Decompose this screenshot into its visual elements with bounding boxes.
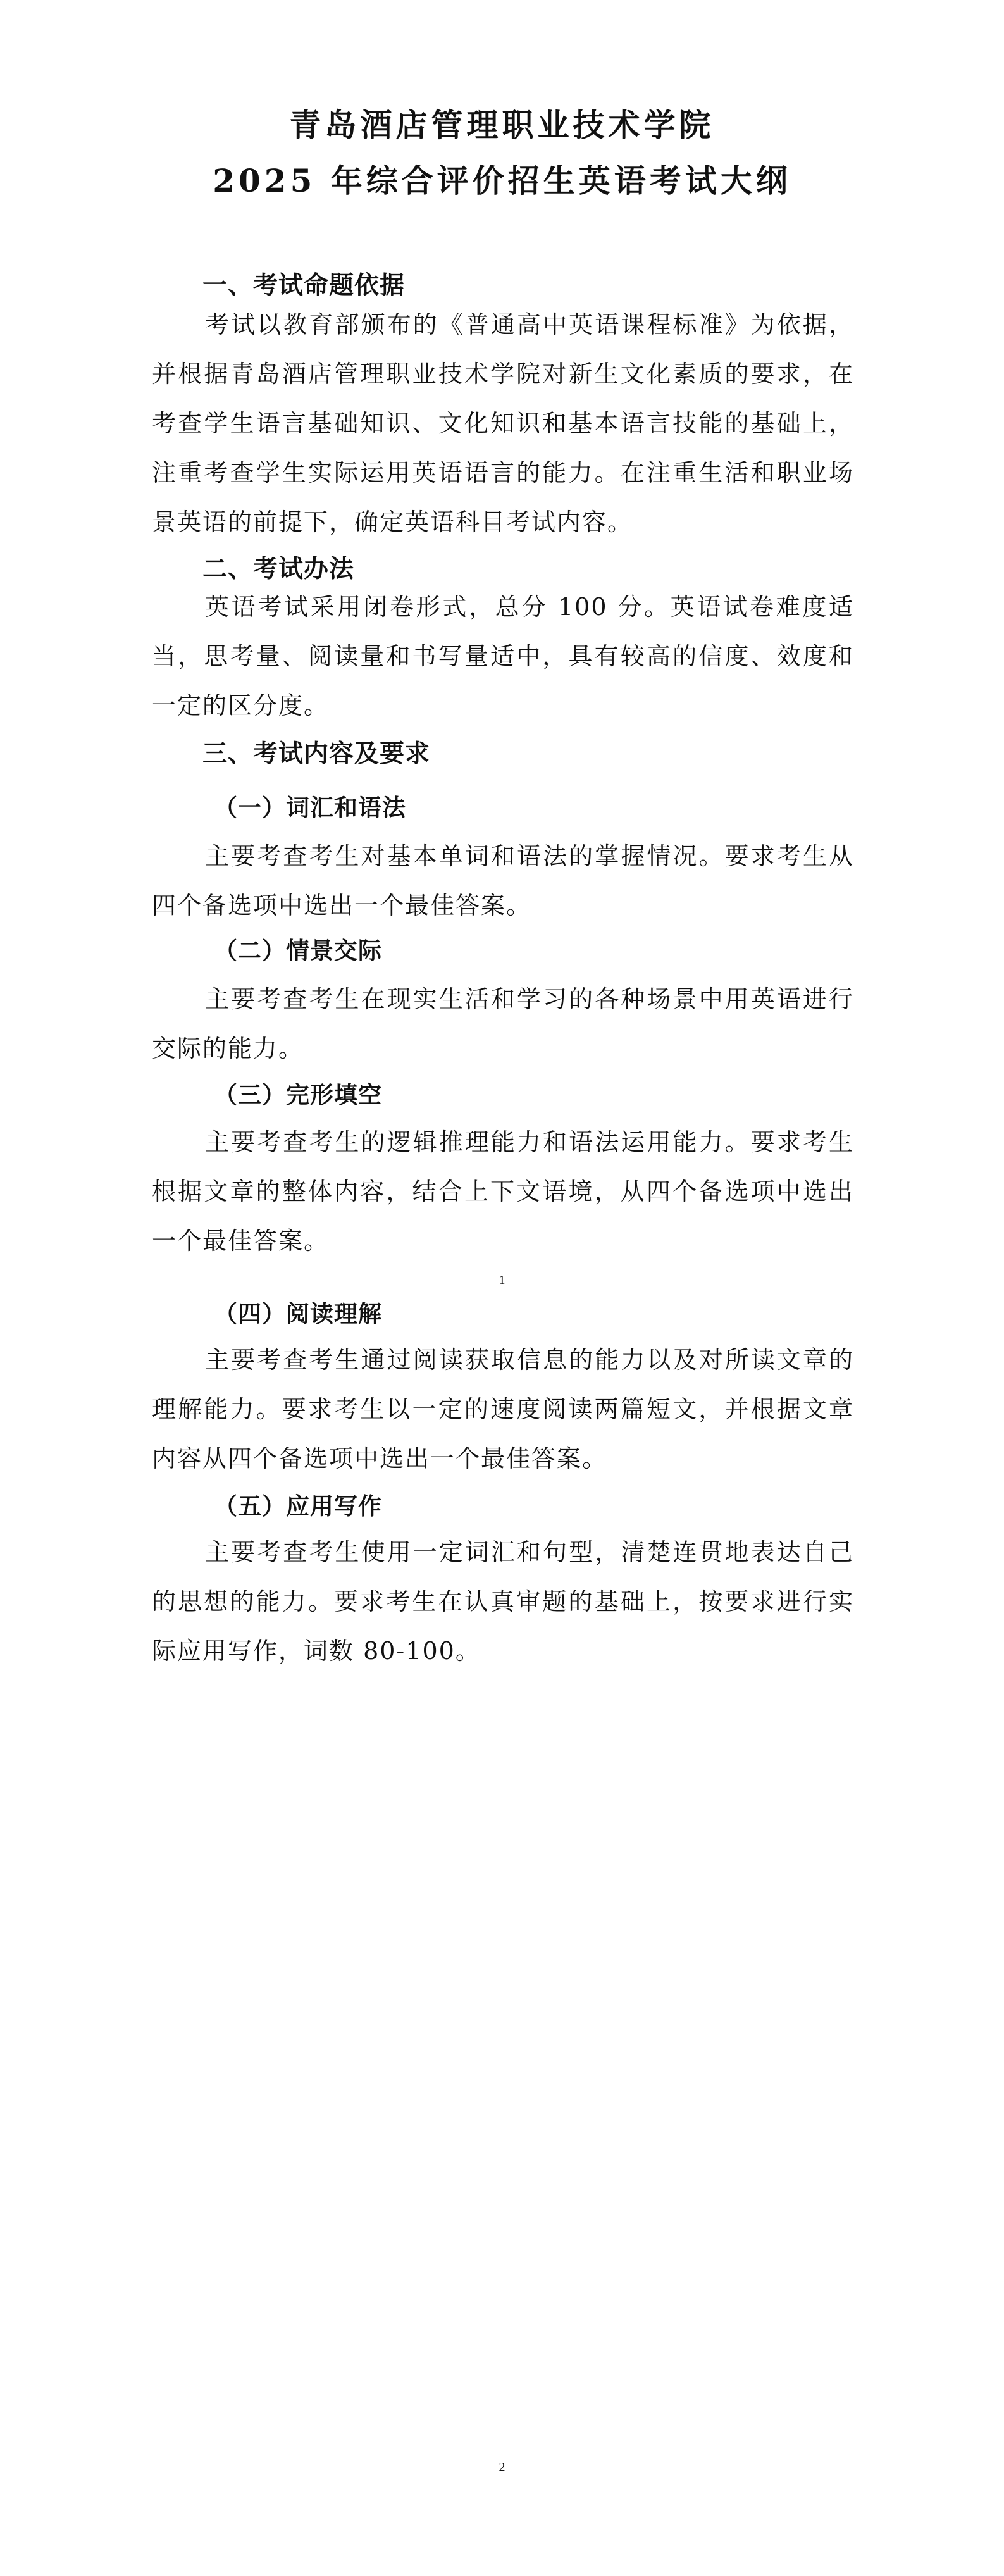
subsection-paragraph-writing: 主要考查考生使用一定词汇和句型，清楚连贯地表达自己的思想的能力。要求考生在认真审题的基础上，按要求进行实际应用写作，词数 80-100。	[152, 1538, 854, 1665]
section-paragraph-basis: 考试以教育部颁布的《普通高中英语课程标准》为依据，并根据青岛酒店管理职业技术学院对新生文化素质的要求，在考查学生语言基础知识、文化知识和基本语言技能的基础上，注重考查学生实际运用英语语言的能力。在注重生活和职业场景英语的前提下，确定英语科目考试内容。	[152, 311, 854, 536]
document-title-school: 青岛酒店管理职业技术学院	[289, 106, 715, 144]
subsection-heading-situational: （二）情景交际	[214, 937, 382, 964]
section-paragraph-method: 英语考试采用闭卷形式，总分 100 分。英语试卷难度适当，思考量、阅读量和书写量适中，具有较高的信度、效度和一定的区分度。	[152, 593, 854, 719]
section-heading-basis: 一、考试命题依据	[202, 271, 406, 300]
subsection-heading-cloze: （三）完形填空	[214, 1081, 382, 1109]
subsection-heading-writing: （五）应用写作	[214, 1493, 382, 1520]
subsection-heading-vocab-grammar: （一）词汇和语法	[214, 794, 406, 821]
page-number-1: 1	[499, 1273, 505, 1287]
page-number-2: 2	[499, 2460, 505, 2474]
subsection-paragraph-cloze: 主要考查考生的逻辑推理能力和语法运用能力。要求考生根据文章的整体内容，结合上下文语境，从四个备选项中选出一个最佳答案。	[152, 1128, 854, 1255]
section-heading-method: 二、考试办法	[202, 555, 355, 583]
subsection-heading-reading: （四）阅读理解	[214, 1300, 382, 1328]
subsection-paragraph-vocab-grammar: 主要考查考生对基本单词和语法的掌握情况。要求考生从四个备选项中选出一个最佳答案。	[152, 842, 854, 919]
subsection-paragraph-situational: 主要考查考生在现实生活和学习的各种场景中用英语进行交际的能力。	[152, 985, 854, 1062]
section-heading-content: 三、考试内容及要求	[202, 740, 431, 768]
document-title-exam: 2025 年综合评价招生英语考试大纲	[213, 162, 791, 199]
subsection-paragraph-reading: 主要考查考生通过阅读获取信息的能力以及对所读文章的理解能力。要求考生以一定的速度阅读两篇短文，并根据文章内容从四个备选项中选出一个最佳答案。	[152, 1346, 854, 1472]
